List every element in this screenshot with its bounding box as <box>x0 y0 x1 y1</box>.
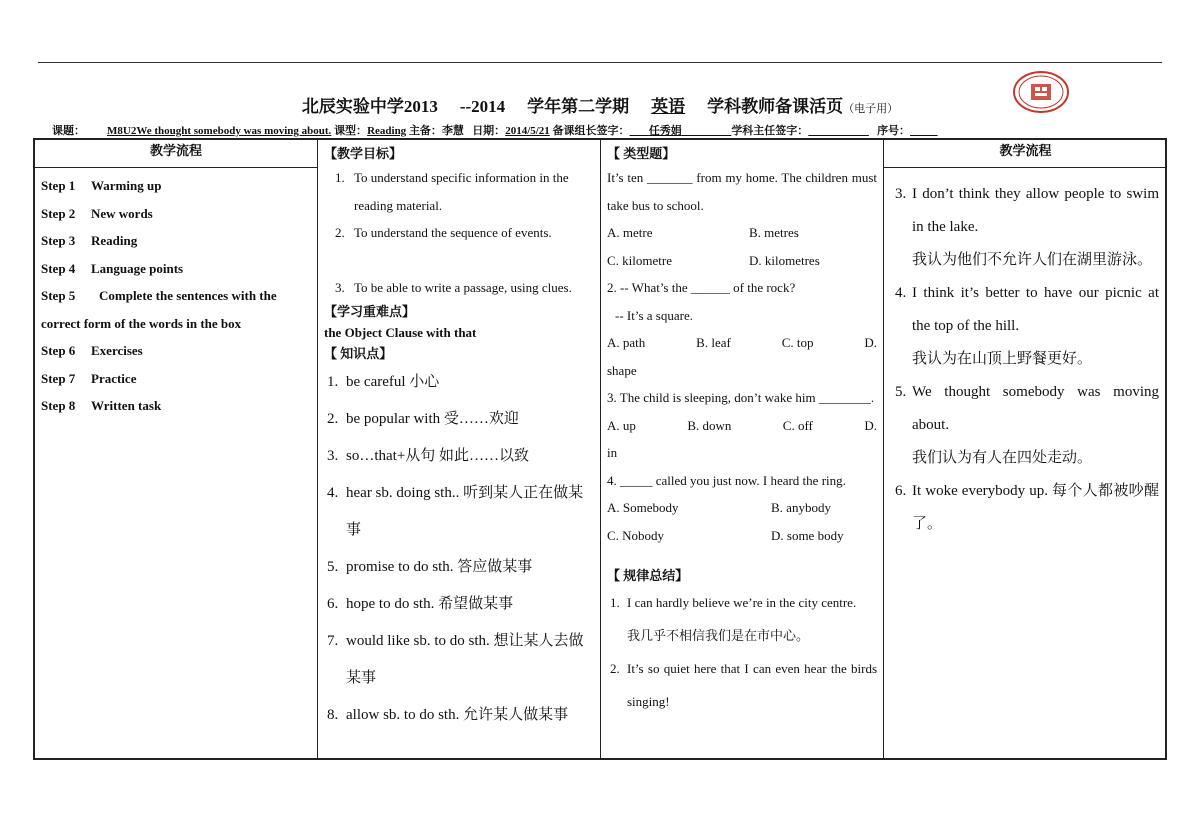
step-list <box>35 168 317 420</box>
lesson-info-bar: 课题： M8U2We thought somebody was moving about. 课型：Reading 主备：李慧 日期：2014/5/21 备课组长签字： 任秀娟 学科主任签字： 序号： <box>52 122 1172 138</box>
subject: 英语 <box>651 97 686 116</box>
list-item: correct form of the words in the box <box>41 315 242 331</box>
question-1-options: A. metre B. metres <box>607 225 799 240</box>
question-2-options: A. path B. leaf C. top D. <box>607 335 877 350</box>
list-item: 6. hope to do sth. 希望做某事 <box>342 586 592 623</box>
question-3-options: A. up B. down C. off D. <box>607 417 877 433</box>
sentence-list <box>884 168 1167 541</box>
question-2-option-d: shape <box>607 362 637 378</box>
list-item: 5. We thought somebody was moving about. 我们认为有人在四处走动。 <box>910 376 1159 475</box>
list-item: 2. be popular with 受……欢迎 <box>342 401 592 438</box>
column-exercises <box>601 140 884 758</box>
list-item: 8. allow sb. to do sth. 允许某人做某事 <box>342 697 592 734</box>
section-title-rules: 【 规律总结】 <box>607 568 689 583</box>
question-2: 2. -- What’s the ______ of the rock? <box>607 280 796 295</box>
question-3: 3. The child is sleeping, don’t wake him ________. <box>607 390 875 405</box>
column-process-2 <box>884 140 1167 758</box>
list-item: 6. It woke everybody up. 每个人都被吵醒了。 <box>910 475 1159 541</box>
section-title-key: 【学习重难点】 <box>324 304 416 319</box>
list-item: 2. To understand the sequence of events. <box>348 219 592 247</box>
list-item: 3. To be able to write a passage, using clues. <box>348 274 592 302</box>
lesson-date: 2014/5/21 <box>505 125 550 137</box>
year-end: --2014 <box>459 97 506 116</box>
list-item: 7. would like sb. to do sth. 想让某人去做某事 <box>342 623 592 697</box>
rules-list <box>601 586 883 718</box>
list-item: 4. I think it’s better to have our picnic at the top of the hill. 我认为在山顶上野餐更好。 <box>910 277 1159 376</box>
list-item: Step 7 Practice <box>41 370 137 386</box>
list-item: 4. hear sb. doing sth.. 听到某人正在做某事 <box>342 475 592 549</box>
section-title-knowledge: 【 知识点】 <box>324 346 393 361</box>
preparer: 李慧 <box>441 125 464 137</box>
sequence-number <box>910 125 938 137</box>
column-header: 教学流程 <box>884 140 1167 168</box>
list-item: Step 8 Written task <box>41 398 162 413</box>
knowledge-list <box>318 364 600 734</box>
year-start: 2013 <box>403 97 438 116</box>
list-item: Step 6 Exercises <box>41 343 143 358</box>
list-item: Step 3 Reading <box>41 233 138 248</box>
list-item: Step 5 Complete the sentences with the <box>41 288 277 303</box>
term: 学年第二学期 <box>527 97 630 116</box>
lesson-type: Reading <box>367 125 407 137</box>
section-title-goals: 【教学目标】 <box>324 146 403 161</box>
list-item: Step 2 New words <box>41 205 153 221</box>
top-rule <box>38 62 1162 63</box>
director-signature <box>808 125 869 137</box>
list-item: 5. promise to do sth. 答应做某事 <box>342 549 592 586</box>
question-3-option-d: in <box>607 445 618 460</box>
key-point: the Object Clause with that <box>324 325 477 340</box>
school-name: 北辰实验中学 <box>301 97 404 116</box>
section-title-types: 【 类型题】 <box>607 146 676 161</box>
list-item: 3. I don’t think they allow people to swim in the lake. 我认为他们不允许人们在湖里游泳。 <box>910 178 1159 277</box>
question-1: It’s ten _______ from my home. The children must take bus to school. <box>607 170 877 213</box>
column-process <box>35 140 318 758</box>
list-item: 1. I can hardly believe we’re in the city centre. 我几乎不相信我们是在市中心。 <box>623 586 877 652</box>
question-4: 4. _____ called you just now. I heard the ring. <box>607 472 846 488</box>
column-goals <box>318 140 601 758</box>
list-item: 3. so…that+从句 如此……以致 <box>342 438 592 475</box>
title-note: （电子用） <box>843 103 899 115</box>
goals-list <box>318 164 600 301</box>
lesson-topic: M8U2We thought somebody was moving about. <box>107 125 332 137</box>
question-4-options: C. Nobody D. some body <box>607 527 844 543</box>
list-item: Step 4 Language points <box>41 260 184 276</box>
list-item: Step 1 Warming up <box>41 178 162 193</box>
list-item: 1. be careful 小心 <box>342 364 592 401</box>
list-item: 2. It’s so quiet here that I can even hear the birds singing! <box>623 652 877 718</box>
school-seal-icon <box>1012 70 1070 114</box>
list-item: 1. To understand specific information in the reading material. <box>348 164 592 219</box>
question-1-options: C. kilometre D. kilometres <box>607 252 820 268</box>
question-4-options: A. Somebody B. anybody <box>607 500 831 515</box>
column-header: 教学流程 <box>35 140 317 168</box>
page-kind: 学科教师备课活页 <box>707 97 844 116</box>
lesson-table <box>33 138 1167 760</box>
question-2-reply: -- It’s a square. <box>615 307 693 323</box>
leader-signature: 任秀娟 <box>648 125 682 137</box>
